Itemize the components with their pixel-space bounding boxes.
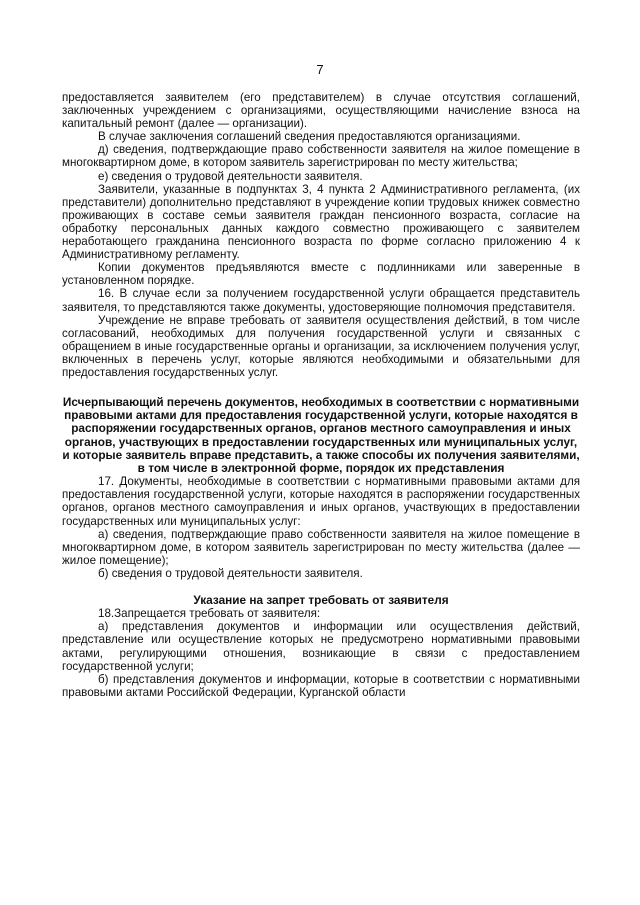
paragraph: б) сведения о трудовой деятельности заявителя. [98, 566, 363, 580]
section-heading-documents-list: Исчерпывающий перечень документов, необходимых в соответствии с нормативными правовыми актами для предоставления государственной услуги, которые находятся в распоряжении государственных органов, органов местного самоуправления и иных органов, участвующих в предоставлении государственных или муниципальных услуг, и которые заявитель вправе представить, а также способы их получения заявителями, в том числе в электронной форме, порядок их представления [62, 395, 580, 476]
paragraph: а) представления документов и информации или осуществления действий, представление или осуществление которых не предусмотрено нормативными правовыми актами, регулирующими отношения, возникающие в связи с предоставлением государственной услуги; [62, 620, 580, 673]
section-bottom-paragraphs [62, 607, 580, 699]
document-body [62, 91, 580, 699]
paragraph: 18.Запрещается требовать от заявителя: [98, 607, 321, 621]
paragraph: е) сведения о трудовой деятельности заявителя. [98, 169, 363, 183]
paragraph: б) представления документов и информации, которые в соответствии с нормативными правовыми актами Российской Федерации, Курганской области [62, 672, 580, 699]
paragraph: 16. В случае если за получением государственной услуги обращается представитель заявителя, то представляются также документы, удостоверяющие полномочия представителя. [62, 287, 580, 314]
paragraph: Заявители, указанные в подпунктах 3, 4 пункта 2 Административного регламента, (их представители) дополнительно представляют в учреждение копии трудовых книжек совместно проживающих в составе семьи заявителя граждан пенсионного возраста, согласие на обработку персональных данных каждого совместно проживающего с заявителем неработающего гражданина пенсионного возраста по форме согласно приложению 4 к Административному регламенту. [62, 182, 580, 262]
paragraph: д) сведения, подтверждающие право собственности заявителя на жилое помещение в многоквартирном доме, в котором заявитель зарегистрирован по месту жительства; [62, 143, 580, 170]
page-number: 7 [316, 62, 324, 77]
paragraph: Учреждение не вправе требовать от заявителя осуществления действий, в том числе согласований, необходимых для получения государственной услуги и связанных с обращением в иные государственные органы и организации, за исключением получения услуг, включенных в перечень услуг, которые являются необходимыми и обязательными для предоставления государственных услуг. [62, 313, 580, 379]
section-top-paragraphs [62, 91, 580, 379]
paragraph: а) сведения, подтверждающие право собственности заявителя на жилое помещение в многоквартирном доме, в котором заявитель зарегистрирован по месту жительства (далее — жилое помещение); [62, 527, 580, 567]
paragraph: 17. Документы, необходимые в соответствии с нормативными правовыми актами для предоставления государственной услуги, которые находятся в распоряжении государственных органов, органов местного самоуправления и иных органов, участвующих в предоставлении государственных или муниципальных услуг: [62, 475, 580, 528]
paragraph: В случае заключения соглашений сведения предоставляются организациями. [98, 130, 521, 144]
paragraph: предоставляется заявителем (его представителем) в случае отсутствия соглашений, заключенных учреждением с организациями, осуществляющими начисление взноса на капитальный ремонт (далее — организации). [62, 91, 580, 131]
paragraph: Копии документов предъявляются вместе с подлинниками или заверенные в установленном порядке. [62, 261, 580, 288]
section-mid-paragraphs [62, 475, 580, 580]
section-heading-prohibition: Указание на запрет требовать от заявителя [193, 593, 449, 608]
